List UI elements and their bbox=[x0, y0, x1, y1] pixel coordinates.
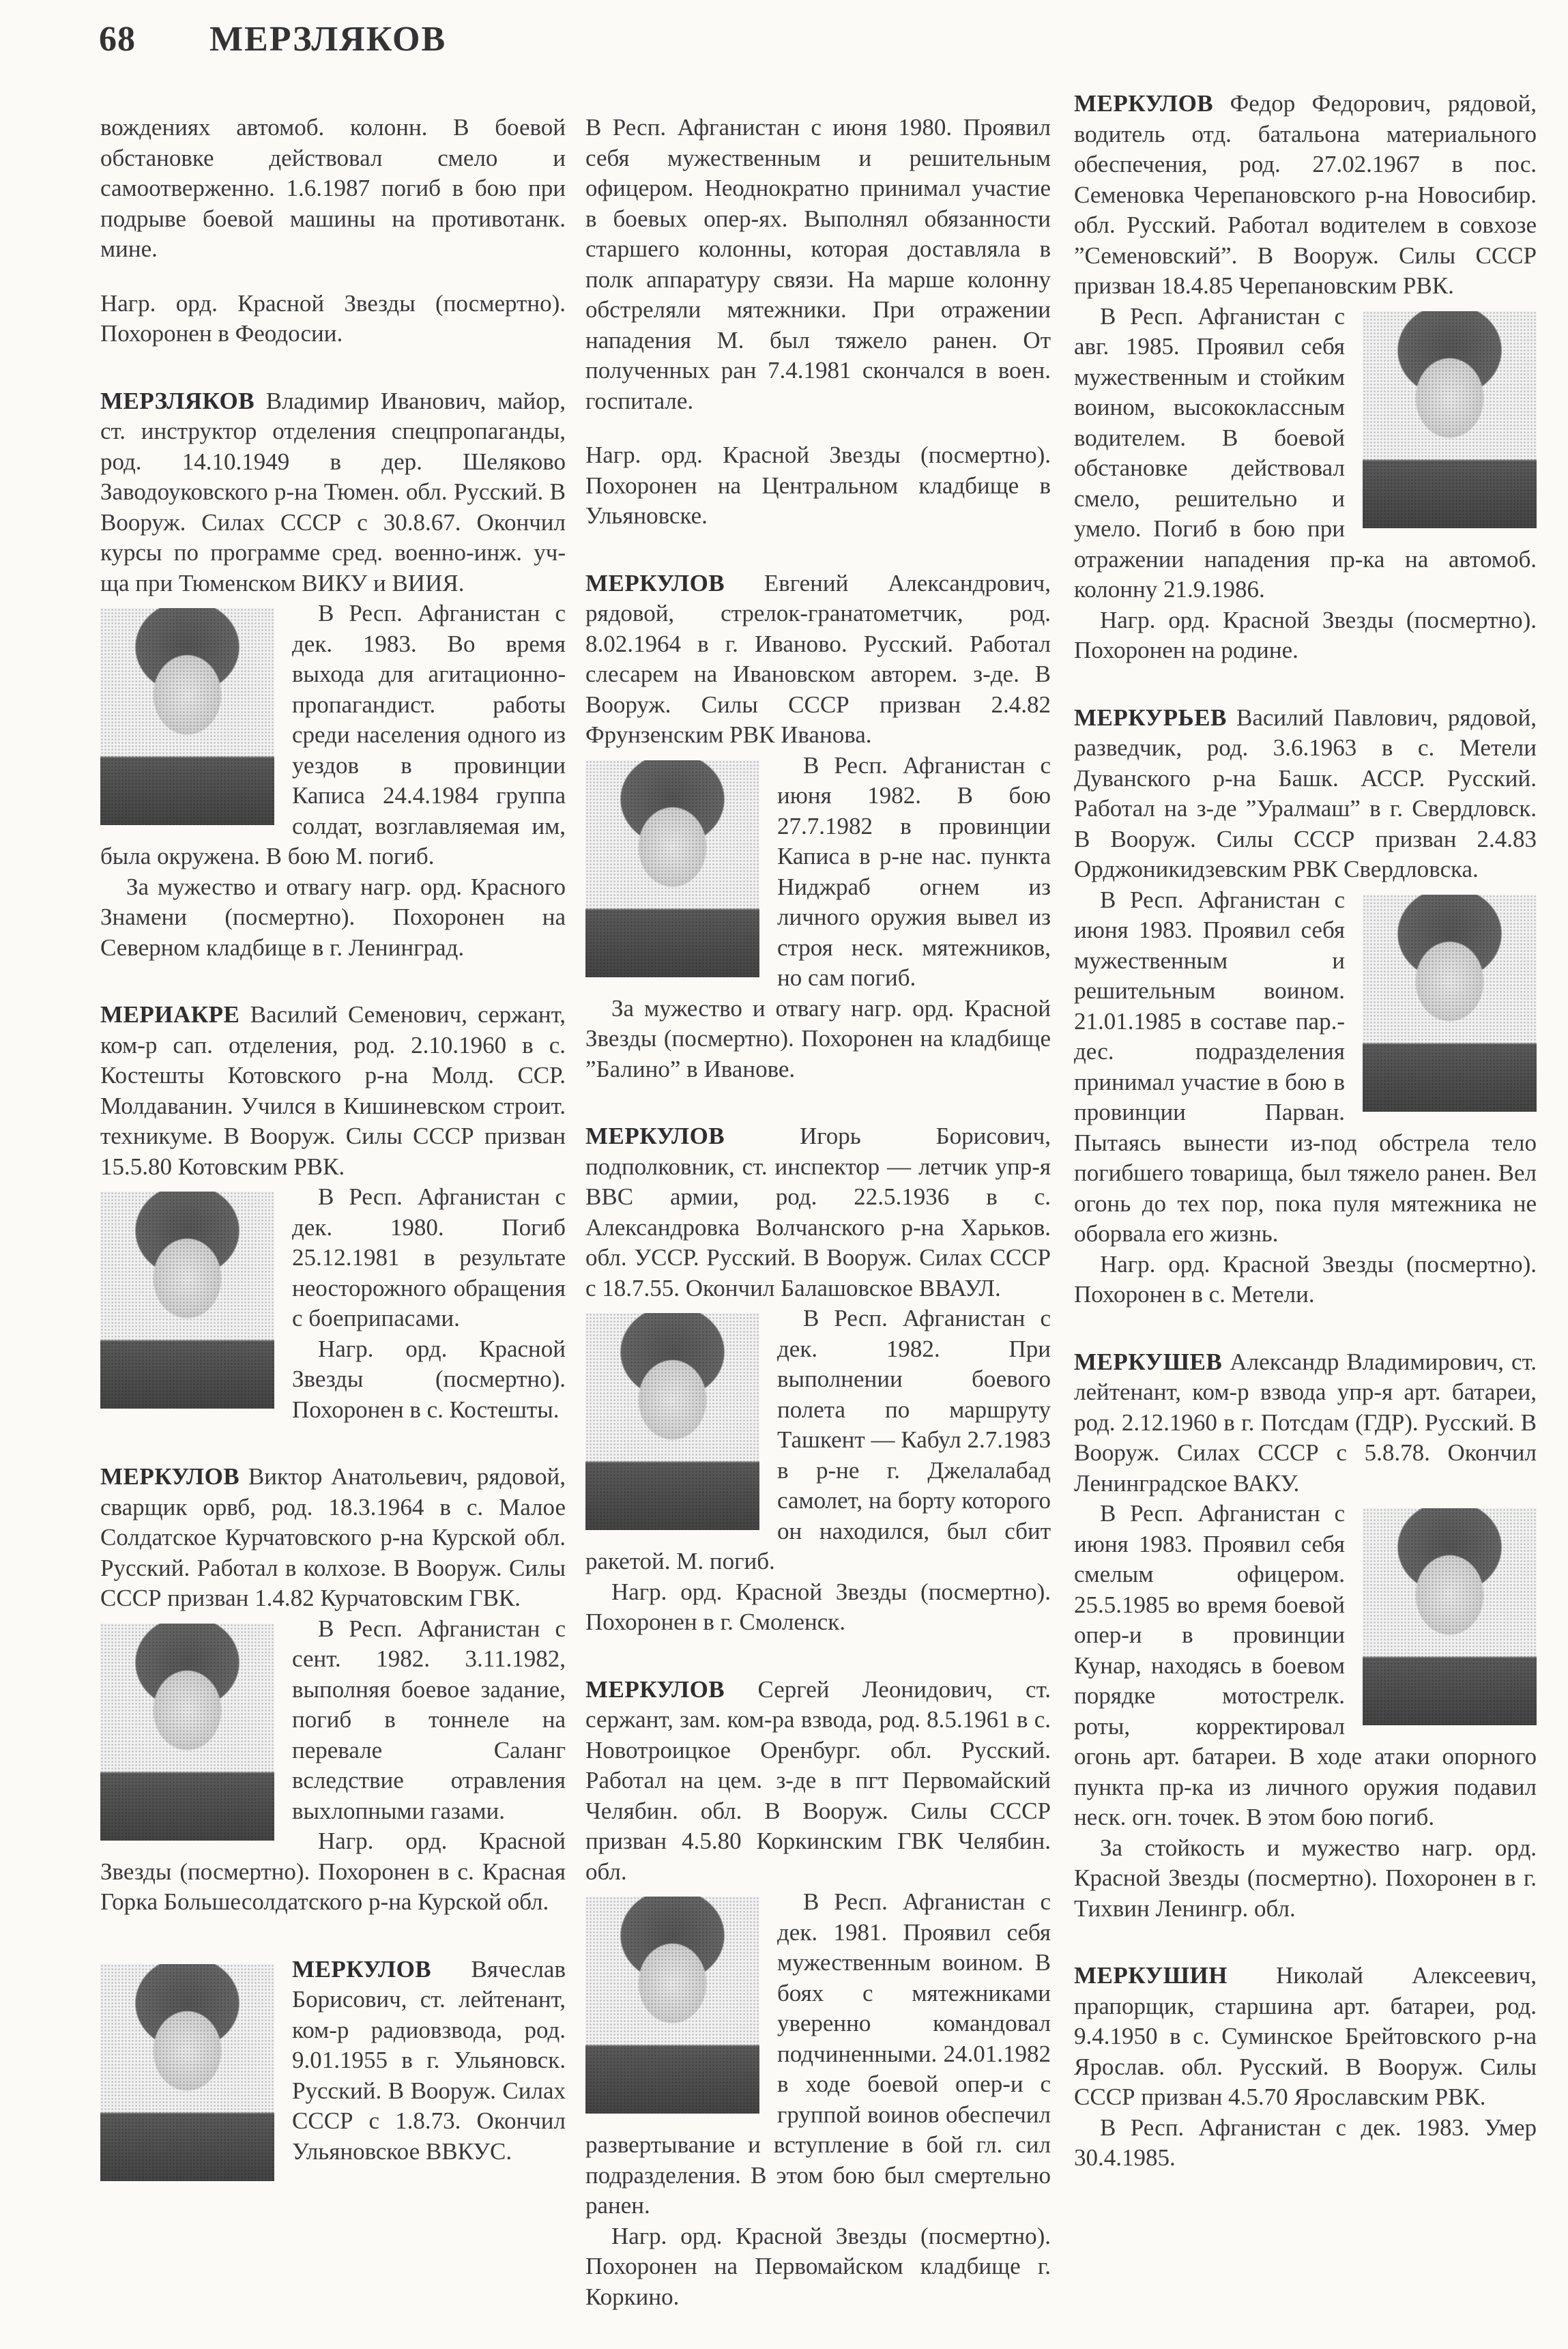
entry-service: В Респ. Афганистан с июня 1983. Проявил себя мужественным и решительным воином. 21.01.1985 в составе пар.-дес. подразделения принимал участие в бою в провинции Парван. Пытаясь вынести из-под обстрела тело погибшего товарища, был тяжело ранен. Вел огонь до тех пор, пока пуля мятежника не оборвала его жизнь. bbox=[1074, 886, 1537, 1247]
biography-entry bbox=[100, 1955, 566, 2187]
entry-service: В Респ. Афганистан с дек. 1982. При выполнении боевого полета по маршруту Ташкент — Кабул 2.7.1983 в р-не г. Джелалабад самолет, на борту которого он находился, был сбит ракетой. М. погиб. bbox=[585, 1305, 1051, 1574]
entry-surname: МЕРКУЛОВ bbox=[585, 569, 725, 596]
entry-award: За мужество и отвагу нагр. орд. Красной Звезды (посмертно). Похоронен на кладбище ”Балино” в Иванове. bbox=[585, 994, 1051, 1082]
entry-service: В Респ. Афганистан с авг. 1985. Проявил себя мужественным и стойким воином, высококлассным водителем. В боевой обстановке действовал смело, решительно и умело. Погиб в бою при отражении нападения пр-ка на автомоб. колонну 21.9.1986. bbox=[1074, 302, 1537, 603]
portrait-photo bbox=[1363, 895, 1537, 1112]
entry-service: В Респ. Афганистан с сент. 1982. 3.11.1982, выполняя боевое задание, погиб в тоннеле на перевале Саланг вследствие отравления выхлопными газами. bbox=[292, 1615, 566, 1824]
entry-award: Нагр. орд. Красной Звезды (посмертно). Похоронен на Первомайском кладбище г. Коркино. bbox=[585, 2222, 1051, 2310]
entry-surname: МЕРКУЛОВ bbox=[292, 1955, 432, 1983]
biography-entry bbox=[100, 1000, 566, 1425]
entry-award: Нагр. орд. Красной Звезды (посмертно). Похоронен в Феодосии. bbox=[100, 289, 566, 347]
entry-award: Нагр. орд. Красной Звезды (посмертно). Похоронен на родине. bbox=[1074, 606, 1537, 663]
entry-service: В Респ. Афганистан с июня 1983. Проявил себя смелым офицером. 25.5.1985 во время боевой опер-и в провинции Кунар, находясь в боевом порядке мотострелк. роты, корректировал огонь арт. батареи. В ходе атаки опорного пункта пр-ка из личного оружия подавил неск. огн. точек. В этом бою погиб. bbox=[1074, 1500, 1537, 1830]
biography-entry bbox=[585, 1675, 1051, 2313]
biography-entry bbox=[1074, 1961, 1537, 2174]
entry-surname: МЕРКУЛОВ bbox=[585, 1675, 725, 1703]
portrait-photo bbox=[585, 1897, 759, 2114]
column-middle bbox=[585, 89, 1051, 2349]
entry-intro: Николай Алексеевич, прапорщик, старшина арт. батареи, род. 9.4.1950 в с. Суминское Брейтовского р-на Ярослав. обл. Русский. В Вооруж. Силы СССР призван 4.5.70 Ярославским РВК. bbox=[1074, 1962, 1537, 2110]
entry-intro: Федор Федорович, рядовой, водитель отд. батальона материального обеспечения, род. 27.02.1967 в пос. Семеновка Черепановского р-на Новосибир. обл. Русский. Работал водителем в совхозе ”Семеновский”. В Вооруж. Силы СССР призван 18.4.85 Черепановским РВК. bbox=[1074, 90, 1537, 299]
entry-intro: Александр Владимирович, ст. лейтенант, ком-р взвода упр-я арт. батареи, род. 2.12.1960 в г. Потсдам (ГДР). Русский. В Вооруж. Силах СССР с 5.8.78. Окончил Ленинградское ВАКУ. bbox=[1074, 1348, 1537, 1497]
entry-intro: Сергей Леонидович, ст. сержант, зам. ком-ра взвода, род. 8.5.1961 в с. Новотроицкое Оренбург. обл. Русский. Работал на цем. з-де в пгт Первомайский Челябин. обл. В Вооруж. Силы СССР призван 4.5.80 Коркинским ГВК Челябин. обл. bbox=[585, 1675, 1051, 1885]
portrait-photo bbox=[100, 1624, 274, 1841]
entry-service: В Респ. Афганистан с дек. 1983. Умер 30.4.1985. bbox=[1074, 2114, 1537, 2171]
entry-award: Нагр. орд. Красной Звезды (посмертно). Похоронен в с. Красная Горка Большесолдатского р-на Курской обл. bbox=[100, 1828, 566, 1915]
portrait-photo bbox=[100, 1964, 274, 2181]
page-number: 68 bbox=[99, 20, 136, 59]
biography-entry bbox=[100, 1462, 566, 1918]
continued-entry bbox=[100, 113, 566, 349]
portrait-photo bbox=[1363, 311, 1537, 528]
biography-entry bbox=[585, 568, 1051, 1085]
portrait-photo bbox=[1363, 1508, 1537, 1725]
portrait-photo bbox=[585, 760, 759, 977]
entry-award: За мужество и отвагу нагр. орд. Красного Знамени (посмертно). Похоронен на Северном кладбище в г. Ленинград. bbox=[100, 873, 566, 961]
continued-entry bbox=[585, 113, 1051, 532]
entry-intro: Евгений Александрович, рядовой, стрелок-гранатометчик, род. 8.02.1964 в г. Иваново. Русский. Работал слесарем на Ивановском авторем. з-де. В Вооруж. Силы СССР призван 2.4.82 Фрунзенским РВК Иванова. bbox=[585, 569, 1051, 748]
entry-intro: Вячеслав Борисович, ст. лейтенант, ком-р радиовзвода, род. 9.01.1955 в г. Ульяновск. Русский. В Вооруж. Силах СССР с 1.8.73. Окончил Ульяновское ВВКУС. bbox=[292, 1955, 566, 2165]
entry-service: В Респ. Афганистан с дек. 1980. Погиб 25.12.1981 в результате неосторожного обращения с боеприпасами. bbox=[292, 1183, 566, 1331]
biography-entry bbox=[1074, 89, 1537, 666]
entry-award: Нагр. орд. Красной Звезды (посмертно). Похоронен в с. Костешты. bbox=[292, 1335, 566, 1423]
page-header bbox=[99, 19, 446, 74]
entry-surname: МЕРКУЛОВ bbox=[1074, 90, 1214, 117]
entry-surname: МЕРКУШЕВ bbox=[1074, 1348, 1223, 1375]
entry-surname: МЕРКУРЬЕВ bbox=[1074, 704, 1227, 731]
portrait-photo bbox=[585, 1313, 759, 1530]
biography-entry bbox=[100, 386, 566, 964]
entry-service: В Респ. Афганистан с дек. 1981. Проявил себя мужественным воином. В боях с мятежниками уверенно командовал подчиненными. 24.01.1982 в ходе боевой опер-и с группой воинов обеспечил развертывание и вступление в бой гл. сил подразделения. В этом бою был смертельно ранен. bbox=[585, 1888, 1051, 2219]
entry-award: Нагр. орд. Красной Звезды (посмертно). Похоронен в г. Смоленск. bbox=[585, 1578, 1051, 1635]
biography-entry bbox=[585, 1121, 1051, 1638]
entry-award: Нагр. орд. Красной Звезды (посмертно). Похоронен в с. Метели. bbox=[1074, 1250, 1537, 1308]
entry-intro: Игорь Борисович, подполковник, ст. инспектор — летчик упр-я ВВС армии, род. 22.5.1936 в с. Александровка Волчанского р-на Харьков. обл. УССР. Русский. В Вооруж. Силах СССР с 18.7.55. Окончил Балашовское ВВАУЛ. bbox=[585, 1123, 1051, 1301]
entry-surname: МЕРКУЛОВ bbox=[585, 1123, 725, 1149]
entry-surname: МЕРКУЛОВ bbox=[100, 1463, 240, 1490]
entry-service: В Респ. Афганистан с дек. 1983. Во время выхода для агитационно-пропагандист. работы среди населения одного из уездов в провинции Каписа 24.4.1984 группа солдат, возглавляемая им, была окружена. В бою М. погиб. bbox=[100, 600, 566, 869]
portrait-photo bbox=[100, 1192, 274, 1409]
entry-intro: Василий Павлович, рядовой, разведчик, род. 3.6.1963 в с. Метели Дуванского р-на Башк. АССР. Русский. Работал на з-де ”Уралмаш” в г. Свердловск. В Вооруж. Силы СССР призван 2.4.83 Орджоникидзевским РВК Свердловска. bbox=[1074, 704, 1537, 882]
biography-entry bbox=[1074, 1347, 1537, 1925]
column-right bbox=[1074, 89, 1537, 2210]
entry-intro: Виктор Анатольевич, рядовой, сварщик орвб, род. 18.3.1964 в с. Малое Солдатское Курчатовского р-на Курской обл. Русский. Работал в колхозе. В Вооруж. Силы СССР призван 1.4.82 Курчатовским ГВК. bbox=[100, 1463, 566, 1611]
entry-award: Нагр. орд. Красной Звезды (посмертно). Похоронен на Центральном кладбище в Ульяновске. bbox=[585, 442, 1051, 529]
entry-intro: Василий Семенович, сержант, ком-р сап. отделения, род. 2.10.1960 в с. Костешты Котовского р-на Молд. ССР. Молдаванин. Учился в Кишиневском строит. техникуме. В Вооруж. Силы СССР призван 15.5.80 Котовским РВК. bbox=[100, 1001, 566, 1180]
column-left bbox=[100, 89, 566, 2223]
entry-surname: МЕРИАКРЕ bbox=[100, 1001, 240, 1028]
entry-surname: МЕРКУШИН bbox=[1074, 1962, 1228, 1989]
biography-entry bbox=[1074, 703, 1537, 1310]
entry-text: В Респ. Афганистан с июня 1980. Проявил себя мужественным и решительным офицером. Неоднократно принимал участие в боевых опер-ях. Выполнял обязанности старшего колонны, которая доставляла в полк аппаратуру связи. На марше колонну обстреляли мятежники. При отражении нападения М. был тяжело ранен. От полученных ран 7.4.1981 скончался в воен. госпитале. bbox=[585, 114, 1051, 414]
entry-text: вождениях автомоб. колонн. В боевой обстановке действовал смело и самоотверженно. 1.6.1987 погиб в бою при подрыве боевой машины на противотанк. мине. bbox=[100, 114, 566, 262]
entry-service: В Респ. Афганистан с июня 1982. В бою 27.7.1982 в провинции Каписа в р-не нас. пункта Ниджраб огнем из личного оружия вывел из строя неск. мятежников, но сам погиб. bbox=[777, 751, 1051, 991]
entry-intro: Владимир Иванович, майор, ст. инструктор отделения спецпропаганды, род. 14.10.1949 в дер. Шеляково Заводоуковского р-на Тюмен. обл. Русский. В Вооруж. Силах СССР с 30.8.67. Окончил курсы по программе сред. военно-инж. уч-ща при Тюменском ВИКУ и ВИИЯ. bbox=[100, 387, 566, 596]
entry-award: За стойкость и мужество нагр. орд. Красной Звезды (посмертно). Похоронен в г. Тихвин Ленингр. обл. bbox=[1074, 1834, 1537, 1922]
portrait-photo bbox=[100, 608, 274, 825]
entry-surname: МЕРЗЛЯКОВ bbox=[100, 387, 255, 414]
running-head: МЕРЗЛЯКОВ bbox=[209, 20, 447, 59]
